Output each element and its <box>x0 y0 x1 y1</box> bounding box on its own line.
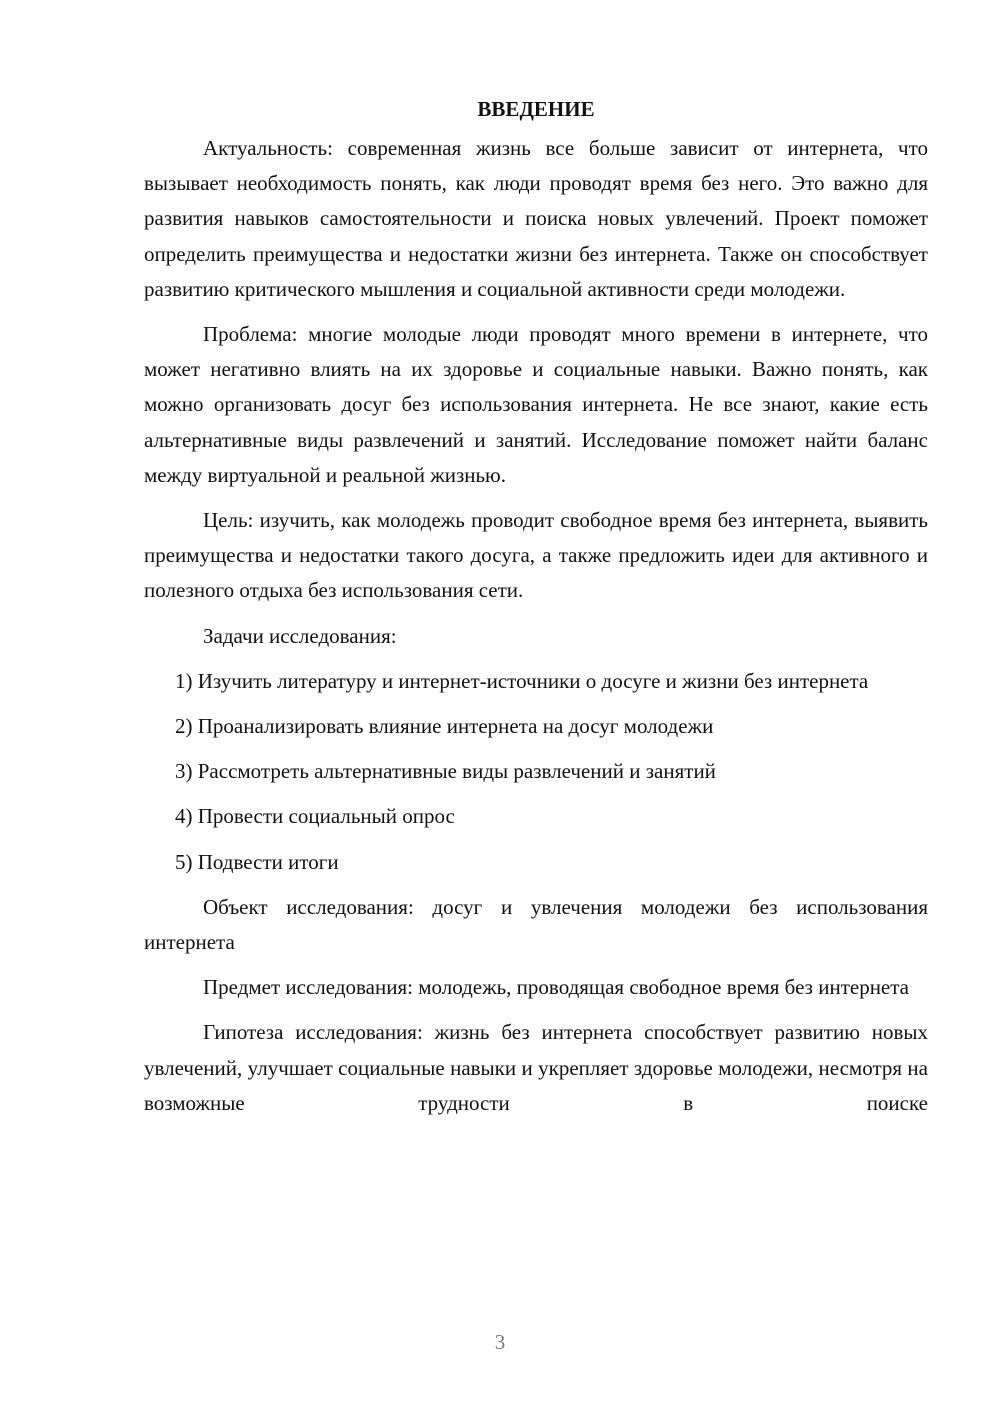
document-page <box>144 92 928 1131</box>
paragraph-object: Объект исследования: досуг и увлечения молодежи без использования интернета <box>144 894 928 955</box>
list-item: 4) Провести социальный опрос <box>175 804 455 829</box>
paragraph-relevance: Актуальность: современная жизнь все больше зависит от интернета, что вызывает необходимость понять, как люди проводят время без него. Это важно для развития навыков самостоятельности и поиска новых увлечений. Проект поможет определить преимущества и недостатки жизни без интернета. Также он способствует развитию критического мышления и социальной активности среди молодежи. <box>144 136 928 301</box>
list-item: 3) Рассмотреть альтернативные виды развлечений и занятий <box>175 759 716 784</box>
tasks-heading: Задачи исследования: <box>203 623 397 648</box>
tasks-list <box>144 664 928 880</box>
list-item: 1) Изучить литературу и интернет-источники о досуге и жизни без интернета <box>175 668 869 693</box>
paragraph-subject: Предмет исследования: молодежь, проводящая свободное время без интернета <box>203 975 910 1000</box>
page-number: 3 <box>494 1330 506 1354</box>
paragraph-goal: Цель: изучить, как молодежь проводит свободное время без интернета, выявить преимущества и недостатки такого досуга, а также предложить идеи для активного и полезного отдыха без использования сети. <box>144 508 928 603</box>
paragraph-problem: Проблема: многие молодые люди проводят много времени в интернете, что может негативно влиять на их здоровье и социальные навыки. Важно понять, как можно организовать досуг без использования интернета. Не все знают, какие есть альтернативные виды развлечений и занятий. Исследование поможет найти баланс между виртуальной и реальной жизнью. <box>144 322 928 487</box>
paragraph-hypothesis: Гипотеза исследования: жизнь без интернета способствует развитию новых увлечений, улучшает социальные навыки и укрепляет здоровье молодежи, несмотря на возможные трудности в поиске <box>144 1020 928 1115</box>
page-title: ВВЕДЕНИЕ <box>477 97 595 121</box>
list-item: 5) Подвести итоги <box>175 849 339 874</box>
list-item: 2) Проанализировать влияние интернета на досуг молодежи <box>175 714 714 739</box>
